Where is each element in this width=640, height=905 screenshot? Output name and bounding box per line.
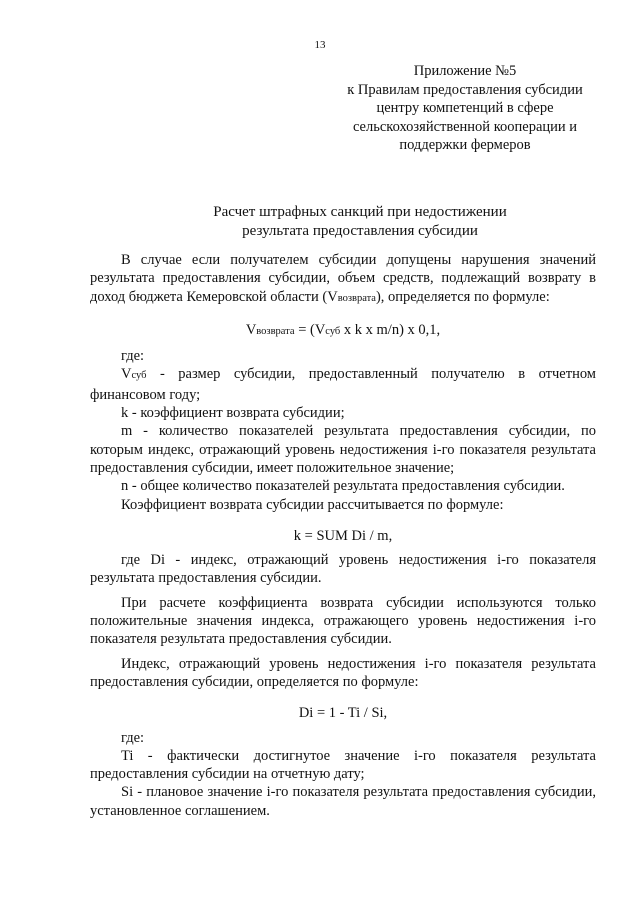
intro-end: ), определяется по формуле:	[375, 288, 550, 305]
definition-n: n - общее количество показателей результата предоставления субсидии.	[121, 478, 565, 495]
annex-block	[330, 62, 600, 155]
intro-subscript: возврата	[337, 292, 376, 304]
intro-text: В случае если получателем субсидии допущены нарушения значений результата предоставления субсидии, объем средств, подлежащий возврату в доход бюджета Кемеровской области (V	[90, 252, 596, 305]
formula-coefficient: k = SUM Di / m,	[293, 527, 393, 544]
formula-return-amount	[90, 321, 596, 341]
annex-line-3: центру компетенций в сфере	[376, 100, 554, 116]
definition-si: Si - плановое значение i-го показателя результата предоставления субсидии, установленное соглашением.	[90, 784, 596, 819]
index-intro: Индекс, отражающий уровень недостижения i-го показателя результата предоставления субсидии, определяется по формуле:	[90, 655, 596, 690]
definition-m: m - количество показателей результата предоставления субсидии, по которым индекс, отражающий уровень недостижения i-го показателя результата предоставления субсидии, имеет положительное значение;	[90, 423, 596, 476]
coefficient-intro: Коэффициент возврата субсидии рассчитывается по формуле:	[121, 496, 504, 513]
definition-di: где Di - индекс, отражающий уровень недостижения i-го показателя результата предоставления субсидии.	[90, 552, 596, 587]
formula1-end: x k x m/n) x 0,1,	[340, 321, 441, 338]
heading-line-2: результата предоставления субсидии	[242, 223, 478, 239]
intro-paragraph	[90, 251, 596, 308]
annex-line-4: сельскохозяйственной кооперации и	[352, 118, 578, 135]
formula1-subscript-2: суб	[325, 325, 341, 337]
vsub-text: - размер субсидии, предоставленный получателю в отчетном финансовом году;	[90, 366, 596, 403]
annex-line-2: к Правилам предоставления субсидии	[347, 81, 583, 98]
annex-line-5: поддержки фермеров	[399, 137, 531, 153]
definition-vsub	[90, 365, 596, 404]
vsub-v: V	[121, 366, 132, 383]
heading-line-1: Расчет штрафных санкций при недостижении	[213, 204, 507, 220]
formula1-mid: = (V	[294, 321, 326, 338]
where-label-2: где:	[121, 729, 145, 746]
document-body	[90, 251, 596, 820]
formula-index: Di = 1 - Ti / Si,	[298, 705, 388, 722]
annex-line-1: Приложение №5	[413, 63, 517, 79]
note-positive-values: При расчете коэффициента возврата субсидии используются только положительные значения индекса, отражающего уровень недостижения i-го показателя результата предоставления субсидии.	[90, 594, 596, 648]
document-heading	[50, 203, 640, 241]
formula1-subscript: возврата	[256, 325, 295, 337]
where-label-1: где:	[121, 348, 145, 365]
page-number: 13	[314, 39, 326, 51]
definition-ti: Ti - фактически достигнутое значение i-го показателя результата предоставления субсидии на отчетную дату;	[90, 747, 596, 783]
vsub-subscript: суб	[131, 370, 147, 382]
definition-k: k - коэффициент возврата субсидии;	[121, 405, 345, 422]
formula1-v: V	[245, 321, 257, 338]
